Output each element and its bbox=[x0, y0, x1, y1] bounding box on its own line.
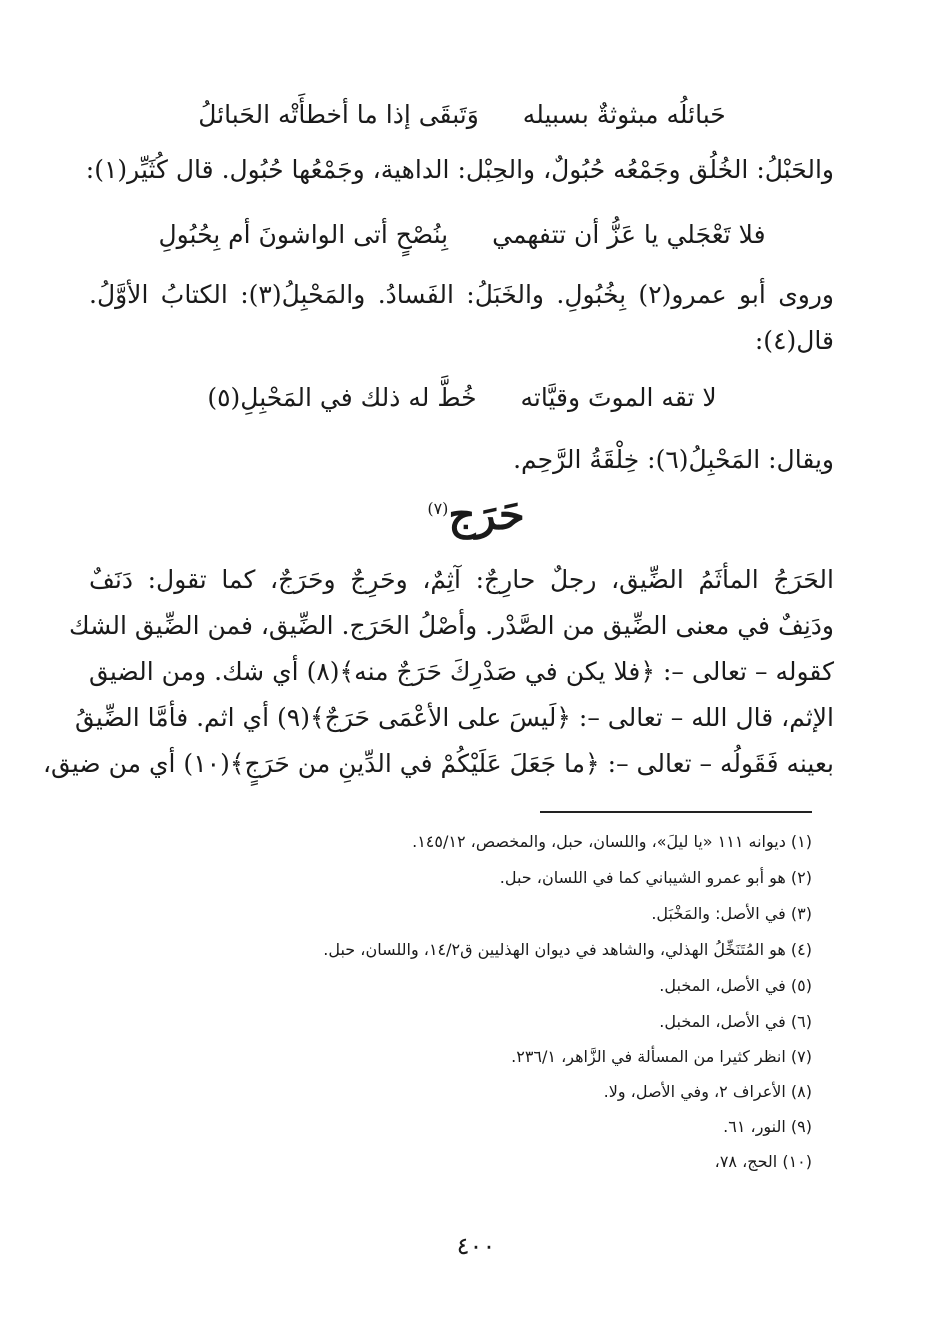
verse-hemistich: بِنُصْحٍ أتى الواشونَ أم بِحُبُولِ bbox=[158, 220, 449, 249]
poetry-verse-3 bbox=[112, 383, 812, 412]
body-line: ودَنِفٌ في معنى الضِّيق من الصَّدْر. وأصْلُ الحَرَج. الضِّيق، فمن الضِّيق الشك bbox=[69, 611, 834, 640]
footnote: (٣) في الأصل: والمَخْبَل. bbox=[651, 904, 812, 923]
footnote: (٢) هو أبو عمرو الشيباني كما في اللسان، حبل. bbox=[499, 868, 812, 887]
text-line: والحَبْلُ: الخُلُق وجَمْعُه حُبُولٌ، والحِبْل: الداهية، وجَمْعُها حُبُول. قال كُثَيِّر(١): bbox=[85, 155, 834, 184]
entry-heading bbox=[0, 490, 952, 539]
footnote: (٤) هو المُتَنَخِّلُ الهذلي، والشاهد في ديوان الهذليين ق١٤/٢، واللسان، حبل. bbox=[323, 940, 812, 959]
heading-note-ref: (٧) bbox=[427, 499, 449, 518]
verse-hemistich: لا تقه الموتَ وقيَّاته bbox=[520, 383, 717, 412]
verse-hemistich: خُطَّ له ذلك في المَحْبِلِ(٥) bbox=[207, 383, 477, 412]
footnote: (٦) في الأصل، المخبل. bbox=[659, 1012, 812, 1031]
footnote: (١) ديوانه ١١١ «يا ليلَ»، واللسان، حبل، والمخصص، ١٤٥/١٢. bbox=[412, 832, 812, 851]
text-line: قال(٤): bbox=[754, 326, 834, 355]
footnote: (٩) النور، ٦١. bbox=[723, 1117, 812, 1136]
text-line: وروى أبو عمرو(٢) بِخُبُولِ. والخَبَلُ: الفَسادُ. والمَحْبِلُ(٣): الكتابُ الأوَّلُ. bbox=[89, 280, 835, 309]
body-line: بعينه فَقَولُه – تعالى –: ﴿ما جَعَلَ عَلَيْكُمْ في الدِّينِ من حَرَجٍ﴾(١٠) أي من ضيق، bbox=[42, 749, 834, 778]
heading-word: حَرَج bbox=[448, 490, 525, 539]
footnote: (٥) في الأصل، المخبل. bbox=[659, 976, 812, 995]
body-line: الإثم، قال الله – تعالى –: ﴿لَيسَ على الأعْمَى حَرَجٌ﴾(٩) أي اثم. فأمَّا الضِّيقُ bbox=[75, 703, 834, 732]
poetry-verse-1 bbox=[112, 100, 812, 129]
body-line: الحَرَجُ المأثَمُ الضِّيق، رجلٌ حارِجٌ: آثِمٌ، وحَرِجٌ وحَرَجٌ، كما تقول: دَنَفٌ bbox=[89, 565, 834, 594]
verse-hemistich: وَتَبقَى إذا ما أخطأَتْه الحَبائلُ bbox=[198, 100, 479, 129]
footnote: (٨) الأعراف ٢، وفي الأصل، ولا. bbox=[603, 1082, 812, 1101]
verse-hemistich: حَبائلُه مبثوثةٌ بسبيله bbox=[522, 100, 726, 129]
footnote: (٧) انظر كثيرا من المسألة في الزَّاهر، ٢٣٦/١. bbox=[511, 1047, 812, 1066]
verse-hemistich: فلا تَعْجَلي يا عَزُّ أن تتفهمي bbox=[492, 220, 766, 249]
footnote: (١٠) الحج، ٧٨، bbox=[714, 1152, 812, 1171]
poetry-verse-2 bbox=[112, 220, 812, 249]
text-line: ويقال: المَحْبِلُ(٦): خِلْقَةُ الرَّحِم. bbox=[513, 445, 834, 474]
body-line: كقوله – تعالى –: ﴿فلا يكن في صَدْرِكَ حَرَجٌ منه﴾(٨) أي شك. ومن الضيق bbox=[89, 657, 834, 686]
footnote-separator bbox=[540, 811, 812, 813]
page-number: ٤٠٠ bbox=[456, 1232, 496, 1260]
